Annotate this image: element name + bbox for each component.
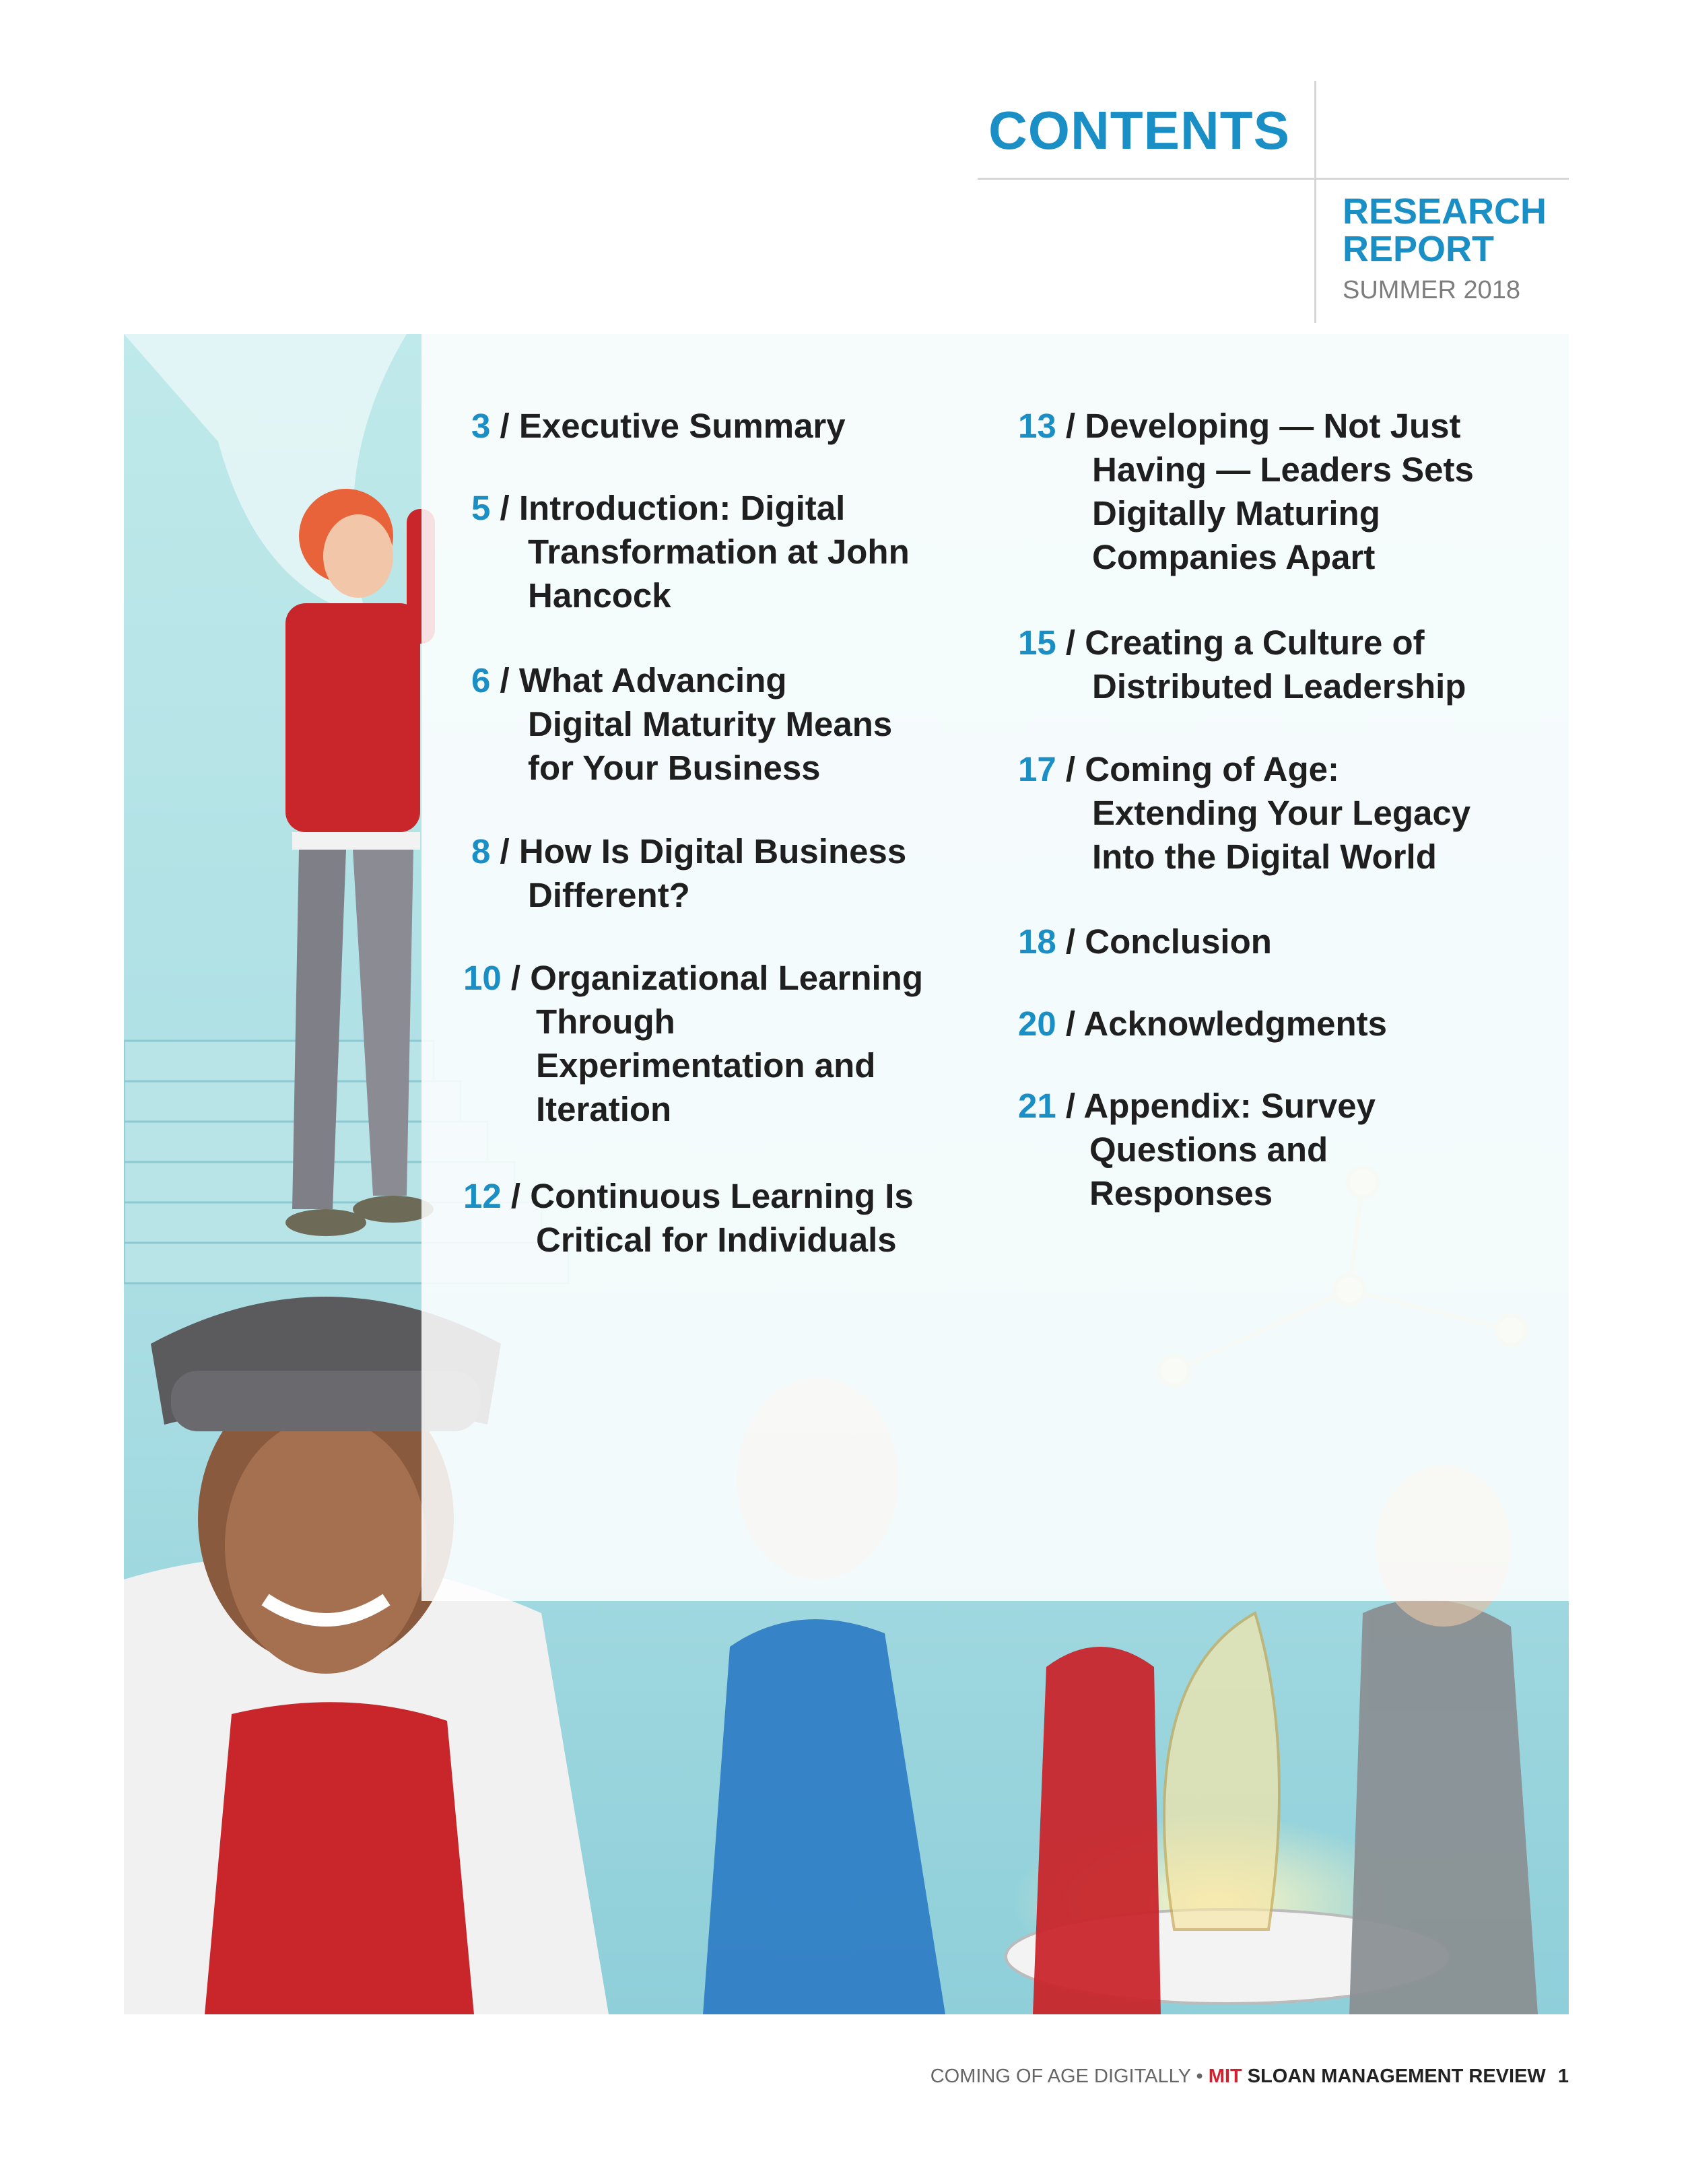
page-number: 1 — [1557, 2066, 1569, 2087]
toc-page-number: 8 — [471, 832, 491, 871]
toc-title: Creating a Culture of — [1085, 623, 1425, 662]
toc-title: Companies Apart — [1092, 538, 1376, 576]
toc-line: 5 / Introduction: Digital — [471, 489, 846, 527]
toc-page-number: 6 — [471, 661, 491, 699]
toc-title: Extending Your Legacy — [1092, 794, 1471, 832]
report-label — [1343, 193, 1547, 268]
toc-entry[interactable] — [471, 486, 910, 617]
toc-title: Having — Leaders Sets — [1092, 450, 1474, 489]
vertical-divider — [1314, 81, 1316, 323]
toc-line: 8 / How Is Digital Business — [471, 832, 907, 871]
toc-entry[interactable] — [1018, 1084, 1376, 1215]
toc-page-number: 5 — [471, 489, 491, 527]
toc-line: 17 / Coming of Age: — [1018, 750, 1339, 788]
footer-bullet: • — [1196, 2066, 1203, 2087]
toc-page-number: 13 — [1018, 407, 1056, 445]
toc-title: Developing — Not Just — [1085, 407, 1461, 445]
toc-title: Appendix: Survey — [1083, 1087, 1376, 1125]
horizontal-divider — [978, 178, 1569, 180]
footer-title: COMING OF AGE DIGITALLY — [930, 2066, 1191, 2087]
toc-page-number: 12 — [463, 1177, 502, 1215]
toc-title: Responses — [1089, 1174, 1273, 1213]
toc-entry[interactable] — [1018, 621, 1466, 708]
toc-title: Transformation at John — [528, 533, 910, 571]
toc-line: 20 / Acknowledgments — [1018, 1004, 1387, 1043]
toc-entry[interactable] — [1018, 920, 1272, 963]
toc-title: Coming of Age: — [1085, 750, 1339, 788]
toc-title: Digital Maturity Means — [528, 705, 893, 743]
page-footer — [930, 2066, 1569, 2088]
toc-title: Continuous Learning Is — [530, 1177, 914, 1215]
toc-title: What Advancing — [518, 661, 787, 699]
toc-title: Digitally Maturing — [1092, 494, 1380, 533]
toc-page-number: 15 — [1018, 623, 1056, 662]
toc-page-number: 21 — [1018, 1087, 1056, 1125]
toc-line: 10 / Organizational Learning — [463, 959, 923, 997]
toc-entry[interactable] — [1018, 747, 1470, 879]
toc-line: 13 / Developing — Not Just — [1018, 407, 1461, 445]
toc-entry[interactable] — [471, 829, 906, 917]
toc-title: Conclusion — [1085, 922, 1272, 961]
toc-page-number: 3 — [471, 407, 491, 445]
toc-line: 15 / Creating a Culture of — [1018, 623, 1425, 662]
toc-entry[interactable] — [471, 658, 892, 790]
toc-page-number: 17 — [1018, 750, 1056, 788]
toc-title: Questions and — [1089, 1130, 1328, 1169]
toc-entry[interactable] — [1018, 404, 1474, 579]
report-label-line2: REPORT — [1343, 229, 1495, 269]
toc-title: Iteration — [536, 1090, 672, 1128]
toc-title: Different? — [528, 876, 690, 914]
toc-entry[interactable] — [463, 956, 923, 1131]
toc-entry[interactable] — [463, 1174, 914, 1262]
toc-entry[interactable] — [471, 404, 846, 448]
toc-line: 18 / Conclusion — [1018, 922, 1272, 961]
toc-title: Experimentation and — [536, 1046, 876, 1085]
toc-title: Into the Digital World — [1092, 838, 1437, 876]
toc-line: 3 / Executive Summary — [471, 407, 846, 445]
toc-title: Organizational Learning — [530, 959, 923, 997]
report-label-line1: RESEARCH — [1343, 191, 1547, 232]
toc-line: 6 / What Advancing — [471, 661, 787, 699]
toc-title: Through — [536, 1002, 675, 1041]
footer-brand-name: SLOAN MANAGEMENT REVIEW — [1247, 2066, 1546, 2087]
report-date: SUMMER 2018 — [1343, 276, 1520, 304]
toc-page-number: 20 — [1018, 1004, 1056, 1043]
toc-line: 21 / Appendix: Survey — [1018, 1087, 1376, 1125]
toc-page-number: 10 — [463, 959, 502, 997]
toc-title: Acknowledgments — [1083, 1004, 1387, 1043]
toc-title: Critical for Individuals — [536, 1221, 897, 1259]
footer-brand-mit: MIT — [1208, 2066, 1242, 2087]
figure-red-shirt — [1033, 1647, 1161, 2014]
toc-title: Introduction: Digital — [518, 489, 846, 527]
toc-title: How Is Digital Business — [518, 832, 907, 871]
toc-title: Hancock — [528, 576, 671, 615]
toc-title: Distributed Leadership — [1092, 667, 1466, 706]
page-title: CONTENTS — [988, 100, 1290, 160]
toc-title: Executive Summary — [518, 407, 846, 445]
toc-page-number: 18 — [1018, 922, 1056, 961]
toc-line: 12 / Continuous Learning Is — [463, 1177, 914, 1215]
toc-entry[interactable] — [1018, 1002, 1387, 1046]
toc-title: for Your Business — [528, 749, 821, 787]
